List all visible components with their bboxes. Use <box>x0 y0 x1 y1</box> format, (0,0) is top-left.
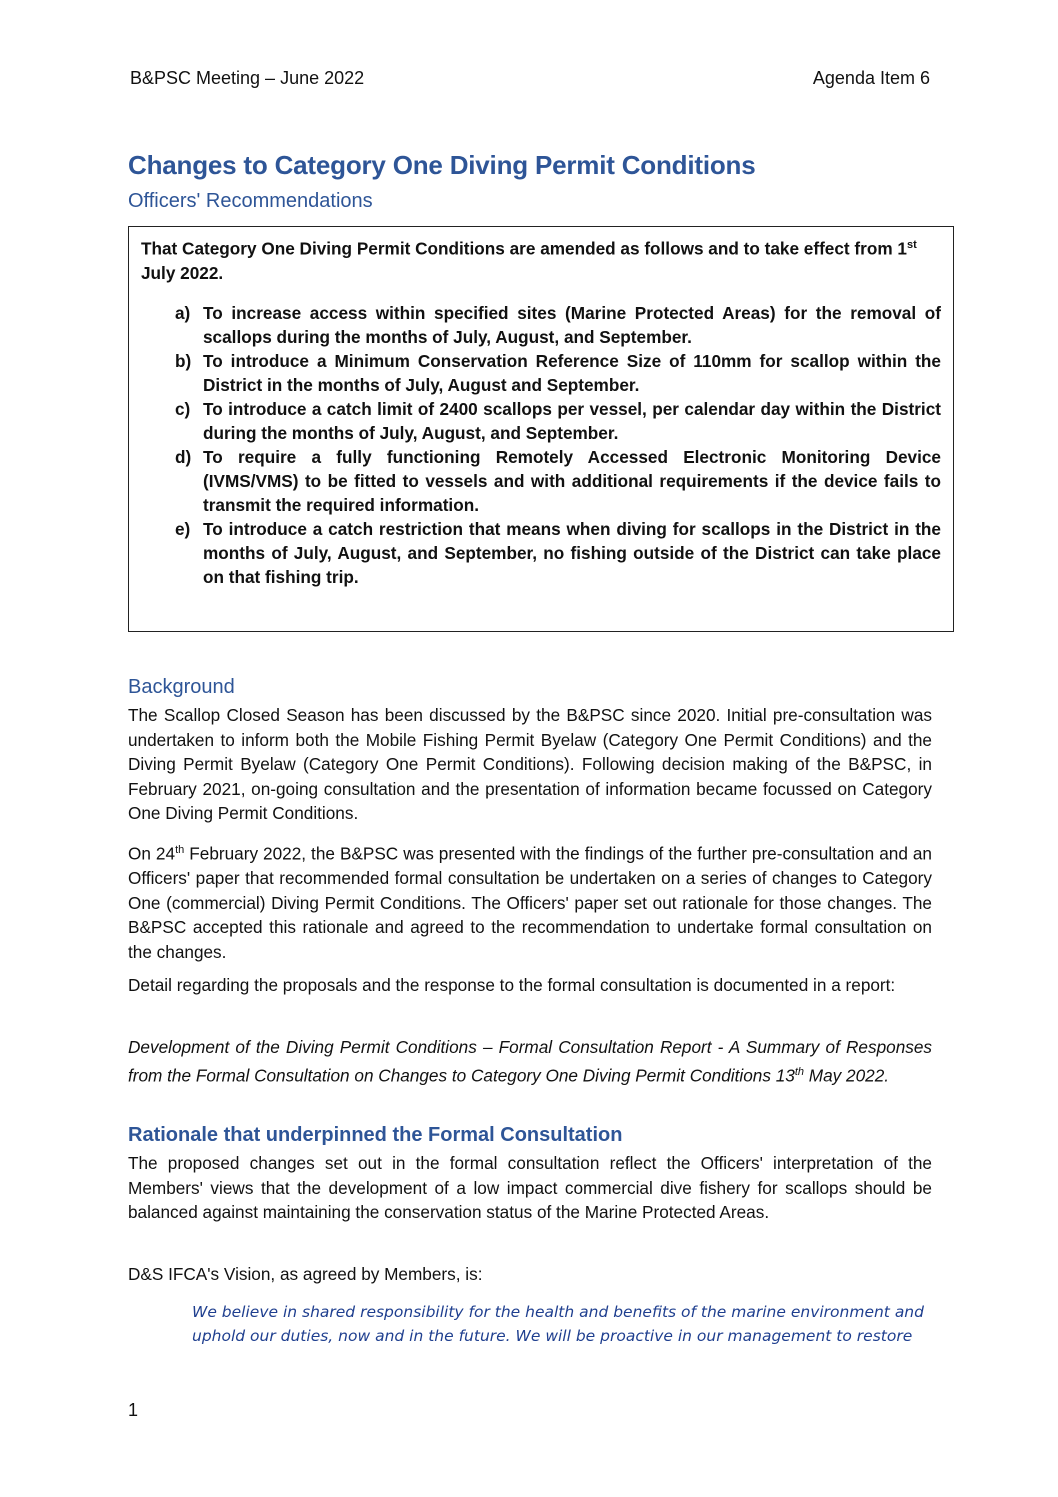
background-paragraph-3: Detail regarding the proposals and the response to the formal consultation is documented in a report: <box>128 975 896 995</box>
p2-text: On 24 <box>128 843 176 864</box>
background-paragraph-2 <box>128 838 932 964</box>
intro-text-end: July 2022. <box>141 262 224 283</box>
recommendation-intro <box>141 233 941 285</box>
list-text: To increase access within specified sites (Marine Protected Areas) for the removal of scallops during the months of July, August, and September. <box>203 302 941 347</box>
citation-text: Development of the Diving Permit Conditions – Formal Consultation Report - A Summary of Responses from the Formal Consultation on Changes to Category One Diving Permit Conditions 13 <box>128 1037 932 1086</box>
vision-quote: We believe in shared responsibility for the health and benefits of the marine environment and uphold our duties, now and in the future. We will be proactive in our management to restore <box>192 1303 924 1345</box>
list-text: To introduce a catch restriction that means when diving for scallops in the District in the months of July, August, and September, no fishing outside of the District can take place on that fishing trip. <box>203 518 941 587</box>
recommendation-box <box>128 226 954 632</box>
citation-text-end: May 2022. <box>804 1065 890 1086</box>
rationale-heading: Rationale that underpinned the Formal Consultation <box>128 1124 623 1146</box>
citation-superscript: th <box>794 1065 805 1078</box>
list-letter: e) <box>175 518 191 539</box>
intro-superscript: st <box>906 239 917 251</box>
list-letter: a) <box>175 302 191 323</box>
list-item <box>175 445 941 517</box>
list-text: To introduce a catch limit of 2400 scallops per vessel, per calendar day within the District during the months of July, August, and September. <box>203 398 941 443</box>
page-number: 1 <box>128 1400 139 1420</box>
page-title: Changes to Category One Diving Permit Conditions <box>128 150 756 180</box>
header-right: Agenda Item 6 <box>812 68 930 88</box>
header-left: B&PSC Meeting – June 2022 <box>130 68 365 88</box>
list-letter: c) <box>175 398 191 419</box>
background-heading: Background <box>128 676 235 698</box>
intro-text: That Category One Diving Permit Conditions are amended as follows and to take effect from 1 <box>141 238 907 259</box>
rationale-paragraph-1: The proposed changes set out in the formal consultation reflect the Officers' interpretation of the Members' views that the development of a low impact commercial dive fishery for scallops should be balanced against maintaining the conservation status of the Marine Protected Areas. <box>128 1153 932 1222</box>
list-letter: d) <box>175 446 192 467</box>
rationale-paragraph-2: D&S IFCA's Vision, as agreed by Members, is: <box>128 1264 483 1284</box>
list-letter: b) <box>175 350 192 371</box>
p2-text-end: February 2022, the B&PSC was presented with the findings of the further pre-consultation and an Officers' paper that recommended formal consultation be undertaken on a series of changes to Category One (commercial) Diving Permit Conditions. The Officers' paper set out rationale for those changes. The B&PSC accepted this rationale and agreed to the recommendation to undertake formal consultation on the changes. <box>128 843 932 962</box>
p2-superscript: th <box>175 844 185 856</box>
background-paragraph-1: The Scallop Closed Season has been discussed by the B&PSC since 2020. Initial pre-consultation was undertaken to inform both the Mobile Fishing Permit Byelaw (Category One Permit Conditions) and the Diving Permit Byelaw (Category One Permit Conditions). Following decision making of the B&PSC, in February 2021, on-going consultation and the presentation of information became focussed on Category One Diving Permit Conditions. <box>128 705 932 823</box>
list-item <box>175 397 941 445</box>
list-item <box>175 517 941 589</box>
list-item <box>175 301 941 349</box>
list-item <box>175 349 941 397</box>
recommendation-list <box>141 301 941 589</box>
list-text: To introduce a Minimum Conservation Reference Size of 110mm for scallop within the District in the months of July, August and September. <box>203 350 941 395</box>
section-subtitle: Officers' Recommendations <box>128 190 373 212</box>
list-text: To require a fully functioning Remotely Accessed Electronic Monitoring Device (IVMS/VMS) to be fitted to vessels and with additional requirements if the device fails to transmit the required information. <box>203 446 941 515</box>
report-citation <box>128 1035 932 1088</box>
